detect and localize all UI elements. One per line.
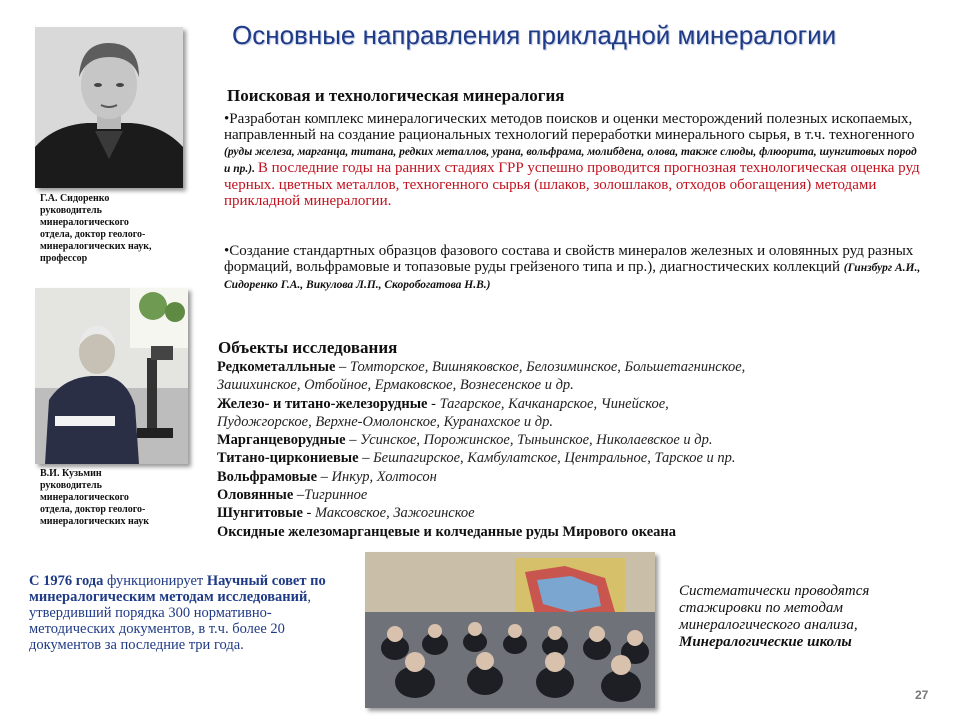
portrait-photo-sidorenko [35, 27, 183, 188]
bullet1-text: •Разработан комплекс минералогических методов поисков и оценки месторождений полезных ископаемых, направленный на создание рациональных технологий переработки минерального сырья, в т.ч. техногенного [224, 111, 915, 143]
section-heading-research-objects: Объекты исследования [218, 338, 398, 357]
caption-kuzmin: В.И. Кузьмин руководитель минералогического отдела, доктор геолого- минералогических наук [40, 468, 150, 527]
bullet-methods-complex [224, 111, 924, 209]
list-item: Зашихинское, Отбойное, Ермаковское, Вознесенское и др. [217, 377, 574, 394]
caption-sidorenko: Г.А. Сидоренко руководитель минералогического отдела, доктор геолого- минералогических наук, профессор [40, 193, 152, 264]
schools-title: Минералогические школы [679, 634, 852, 650]
council-since: С 1976 года [29, 573, 104, 589]
bullet2-text: •Создание стандартных образцов фазового состава и свойств минералов железных и оловянных руд разных формаций, вольфрамовые и топазовые руды грейзеного типа и пр.), диагностических коллекций [224, 243, 914, 275]
list-item: Марганцеворудные – Усинское, Порожинское, Тыньинское, Николаевское и др. [217, 432, 713, 449]
section-heading-search-mineralogy: Поисковая и технологическая минералогия [227, 86, 565, 105]
bullet-standard-samples [224, 243, 924, 293]
bullet1-highlight: В последние годы на ранних стадиях ГРР успешно проводится прогнозная технологическая оценка руд черных. цветных металлов, техногенного сырья (шлаков, золошлаков, отходов обогащения) методами прикладной минералогии. [224, 160, 920, 209]
scientific-council-text: С 1976 года функционирует Научный совет по минералогическим методам исследований, утвердивший порядка 300 нормативно- методических документов, в т.ч. более 20 документов за последние три года. [29, 573, 326, 653]
bullet1-ores: (руды железа, марганца, титана, редких металлов, урана, вольфрама, молибдена, олова, также слюды, флюорита, шунгитовых пород и пр.). [224, 146, 917, 175]
list-item: Шунгитовые - Максовское, Зажогинское [217, 505, 475, 522]
schools-text: Систематически проводятся стажировки по методам минералогического анализа, Минералогические школы [679, 583, 870, 650]
list-item: Вольфрамовые – Инкур, Холтосон [217, 468, 437, 485]
research-objects-list [217, 358, 907, 541]
list-item: Оловянные –Тигринное [217, 487, 368, 504]
list-item: Оксидные железомарганцевые и колчеданные руды Мирового океана [217, 523, 676, 540]
slide-title: Основные направления прикладной минералогии [232, 20, 837, 50]
bullet2-authors: (Гинзбург А.И., Сидоренко Г.А., Викулова Л.П., Скоробогатова Н.В.) [224, 262, 921, 291]
page-number: 27 [915, 688, 929, 702]
microscope-photo-kuzmin [35, 288, 188, 464]
list-item: Редкометалльные – Томторское, Вишняковское, Белозиминское, Большетагнинское, [217, 359, 746, 375]
list-item: Железо- и титано-железорудные - Тагарское, Качканарское, Чинейское, [217, 395, 669, 412]
council-name: Научный совет по минералогическим методам исследований [29, 573, 326, 605]
list-item: Титано-циркониевые – Бешпагирское, Камбулатское, Центральное, Тарское и пр. [217, 450, 736, 467]
list-item: Пудожгорское, Верхне-Омолонское, Куранахское и др. [217, 413, 553, 430]
classroom-photo [365, 552, 655, 708]
